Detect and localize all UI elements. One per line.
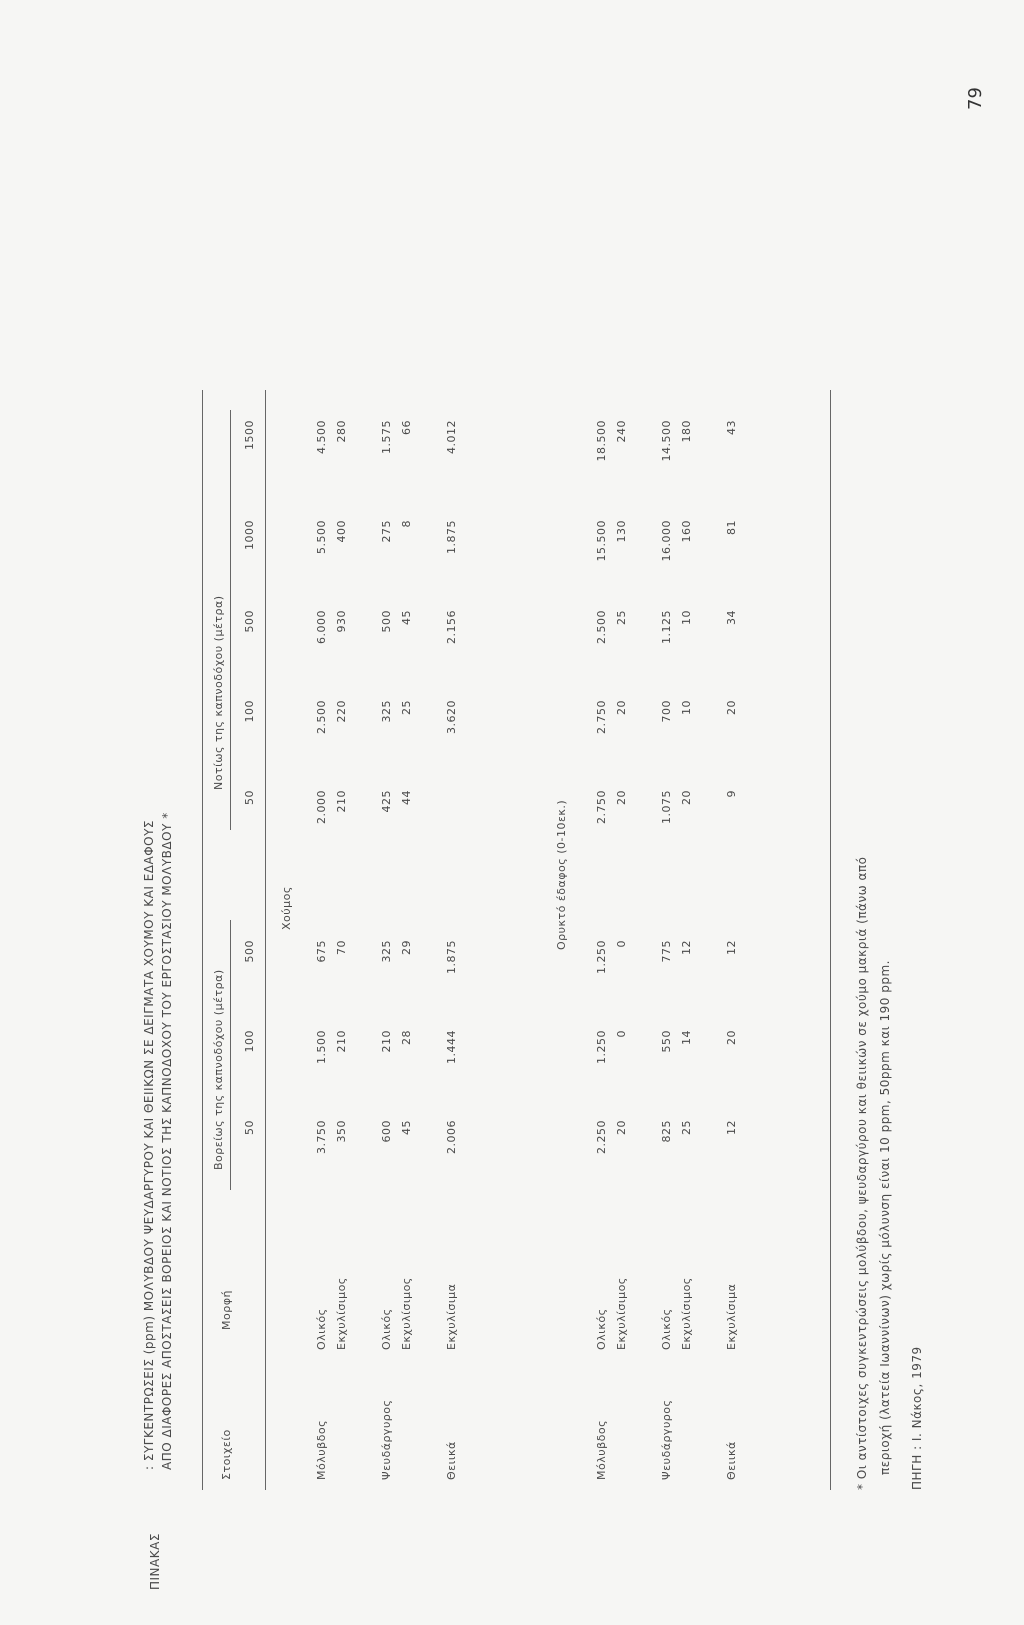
table-cell: 5.500 xyxy=(315,520,328,554)
table-cell: 550 xyxy=(660,1030,673,1053)
table-cell: 1.575 xyxy=(380,420,393,454)
footnote-line-1: * Οι αντίστοιχες συγκεντρώσεις μολύβδου, ψευδαργύρου και θειικών σε χούμο μακριά (πάνω από xyxy=(855,856,869,1490)
table-cell: 130 xyxy=(615,520,628,543)
table-cell: 3.620 xyxy=(445,700,458,734)
south-distance-500: 500 xyxy=(243,610,256,633)
table-cell: 2.156 xyxy=(445,610,458,644)
table-cell: 600 xyxy=(380,1120,393,1143)
table-cell: 8 xyxy=(400,520,413,528)
row-element: Θειικά xyxy=(725,1441,738,1480)
table-cell: 160 xyxy=(680,520,693,543)
row-element: Μόλυβδος xyxy=(315,1419,328,1480)
header-form: Μορφή xyxy=(220,1290,233,1330)
footnote-line-2: περιοχή (λατεία Ιωαννίνων) χωρίς μόλυνση είναι 10 ppm, 50ppm και 190 ppm. xyxy=(878,960,892,1475)
title-line-1: : ΣΥΓΚΕΝΤΡΩΣΕΙΣ (ppm) ΜΟΛΥΒΔΟΥ ΨΕΥΔΑΡΓΥΡΟΥ ΚΑΙ ΘΕΙΙΚΩΝ ΣΕ ΔΕΙΓΜΑΤΑ ΧΟΥΜΟΥ ΚΑΙ ΕΔΑΦΟΥΣ xyxy=(142,820,156,1470)
table-cell: 81 xyxy=(725,520,738,535)
title-line-2: ΑΠΟ ΔΙΑΦΟΡΕΣ ΑΠΟΣΤΑΣΕΙΣ ΒΟΡΕΙΟΣ ΚΑΙ ΝΟΤΙΟΣ ΤΗΣ ΚΑΠΝΟΔΟΧΟΥ ΤΟΥ ΕΡΓΟΣΤΑΣΙΟΥ ΜΟΛΥΒΔΟΥ * xyxy=(160,812,174,1470)
table-cell: 0 xyxy=(615,1030,628,1038)
table-cell: 12 xyxy=(725,940,738,955)
table-cell: 1.875 xyxy=(445,520,458,554)
south-distance-100: 100 xyxy=(243,700,256,723)
table-cell: 45 xyxy=(400,1120,413,1135)
table-cell: 275 xyxy=(380,520,393,543)
row-form: Ολικός xyxy=(380,1308,393,1350)
table-cell: 12 xyxy=(680,940,693,955)
table-cell: 25 xyxy=(615,610,628,625)
row-element: Μόλυβδος xyxy=(595,1419,608,1480)
table-cell: 1.125 xyxy=(660,610,673,644)
table-cell: 0 xyxy=(615,940,628,948)
table-cell: 2.750 xyxy=(595,700,608,734)
table-cell: 25 xyxy=(680,1120,693,1135)
table-cell: 9 xyxy=(725,790,738,798)
table-cell: 45 xyxy=(400,610,413,625)
table-cell: 28 xyxy=(400,1030,413,1045)
table-cell: 20 xyxy=(615,700,628,715)
table-cell: 675 xyxy=(315,940,328,963)
south-distance-50: 50 xyxy=(243,790,256,805)
header-element: Στοιχείο xyxy=(220,1429,233,1480)
table-cell: 20 xyxy=(725,1030,738,1045)
table-cell: 3.750 xyxy=(315,1120,328,1154)
row-form: Ολικός xyxy=(595,1308,608,1350)
table-cell: 2.500 xyxy=(315,700,328,734)
table-cell: 700 xyxy=(660,700,673,723)
table-cell: 2.500 xyxy=(595,610,608,644)
table-label: ΠΙΝΑΚΑΣ xyxy=(148,1533,162,1590)
header-south: Νοτίως της καπνοδόχου (μέτρα) xyxy=(212,595,225,790)
table-cell: 14 xyxy=(680,1030,693,1045)
table-cell: 10 xyxy=(680,610,693,625)
table-cell: 210 xyxy=(335,1030,348,1053)
table-cell: 12 xyxy=(725,1120,738,1135)
table-cell: 1.500 xyxy=(315,1030,328,1064)
table-cell: 210 xyxy=(335,790,348,813)
header-bottom-rule xyxy=(265,390,266,1490)
section-soil: Ορυκτό έδαφος (0-10εκ.) xyxy=(555,799,568,950)
table-cell: 20 xyxy=(615,790,628,805)
table-cell: 500 xyxy=(380,610,393,633)
table-cell: 43 xyxy=(725,420,738,435)
table-cell: 6.000 xyxy=(315,610,328,644)
table-cell: 44 xyxy=(400,790,413,805)
table-cell: 325 xyxy=(380,700,393,723)
table-cell: 18.500 xyxy=(595,420,608,462)
row-element: Ψευδάργυρος xyxy=(660,1399,673,1480)
table-cell: 1.250 xyxy=(595,1030,608,1064)
table-cell: 4.012 xyxy=(445,420,458,454)
table-cell: 2.006 xyxy=(445,1120,458,1154)
table-cell: 220 xyxy=(335,700,348,723)
footnote-source: ΠΗΓΗ : Ι. Νάκος, 1979 xyxy=(910,1346,924,1490)
south-rule xyxy=(230,410,231,830)
table-cell: 400 xyxy=(335,520,348,543)
row-element: Θειικά xyxy=(445,1441,458,1480)
table-cell: 210 xyxy=(380,1030,393,1053)
header-north: Βορείως της καπνοδόχου (μέτρα) xyxy=(212,969,225,1170)
table-cell: 25 xyxy=(400,700,413,715)
north-distance-50: 50 xyxy=(243,1120,256,1135)
table-cell: 180 xyxy=(680,420,693,443)
page-number: 79 xyxy=(965,87,986,110)
row-form: Εκχυλίσιμος xyxy=(680,1277,693,1350)
table-cell: 280 xyxy=(335,420,348,443)
top-rule xyxy=(202,390,203,1490)
table-cell: 29 xyxy=(400,940,413,955)
table-cell: 14.500 xyxy=(660,420,673,462)
table-cell: 325 xyxy=(380,940,393,963)
row-form: Εκχυλίσιμος xyxy=(335,1277,348,1350)
table-cell: 930 xyxy=(335,610,348,633)
table-cell: 20 xyxy=(615,1120,628,1135)
table-cell: 34 xyxy=(725,610,738,625)
table-cell: 16.000 xyxy=(660,520,673,562)
table-cell: 350 xyxy=(335,1120,348,1143)
table-cell: 1.444 xyxy=(445,1030,458,1064)
south-distance-1500: 1500 xyxy=(243,420,256,450)
table-cell: 20 xyxy=(680,790,693,805)
row-form: Ολικός xyxy=(660,1308,673,1350)
table-cell: 15.500 xyxy=(595,520,608,562)
table-cell: 66 xyxy=(400,420,413,435)
row-form: Εκχυλίσιμος xyxy=(615,1277,628,1350)
table-cell: 2.000 xyxy=(315,790,328,824)
table-cell: 20 xyxy=(725,700,738,715)
north-distance-100: 100 xyxy=(243,1030,256,1053)
bottom-rule xyxy=(830,390,831,1490)
table-cell: 4.500 xyxy=(315,420,328,454)
row-form: Εκχυλίσιμα xyxy=(725,1283,738,1350)
south-distance-1000: 1000 xyxy=(243,520,256,550)
table-cell: 1.875 xyxy=(445,940,458,974)
row-form: Ολικός xyxy=(315,1308,328,1350)
section-humus: Χούμος xyxy=(280,886,293,930)
table-cell: 2.750 xyxy=(595,790,608,824)
north-rule xyxy=(230,920,231,1190)
table-document xyxy=(140,190,940,1590)
table-cell: 2.250 xyxy=(595,1120,608,1154)
table-cell: 240 xyxy=(615,420,628,443)
table-cell: 825 xyxy=(660,1120,673,1143)
north-distance-500: 500 xyxy=(243,940,256,963)
row-form: Εκχυλίσιμος xyxy=(400,1277,413,1350)
table-cell: 10 xyxy=(680,700,693,715)
row-element: Ψευδάργυρος xyxy=(380,1399,393,1480)
table-cell: 425 xyxy=(380,790,393,813)
table-cell: 1.250 xyxy=(595,940,608,974)
table-cell: 1.075 xyxy=(660,790,673,824)
table-cell: 775 xyxy=(660,940,673,963)
row-form: Εκχυλίσιμα xyxy=(445,1283,458,1350)
table-cell: 70 xyxy=(335,940,348,955)
